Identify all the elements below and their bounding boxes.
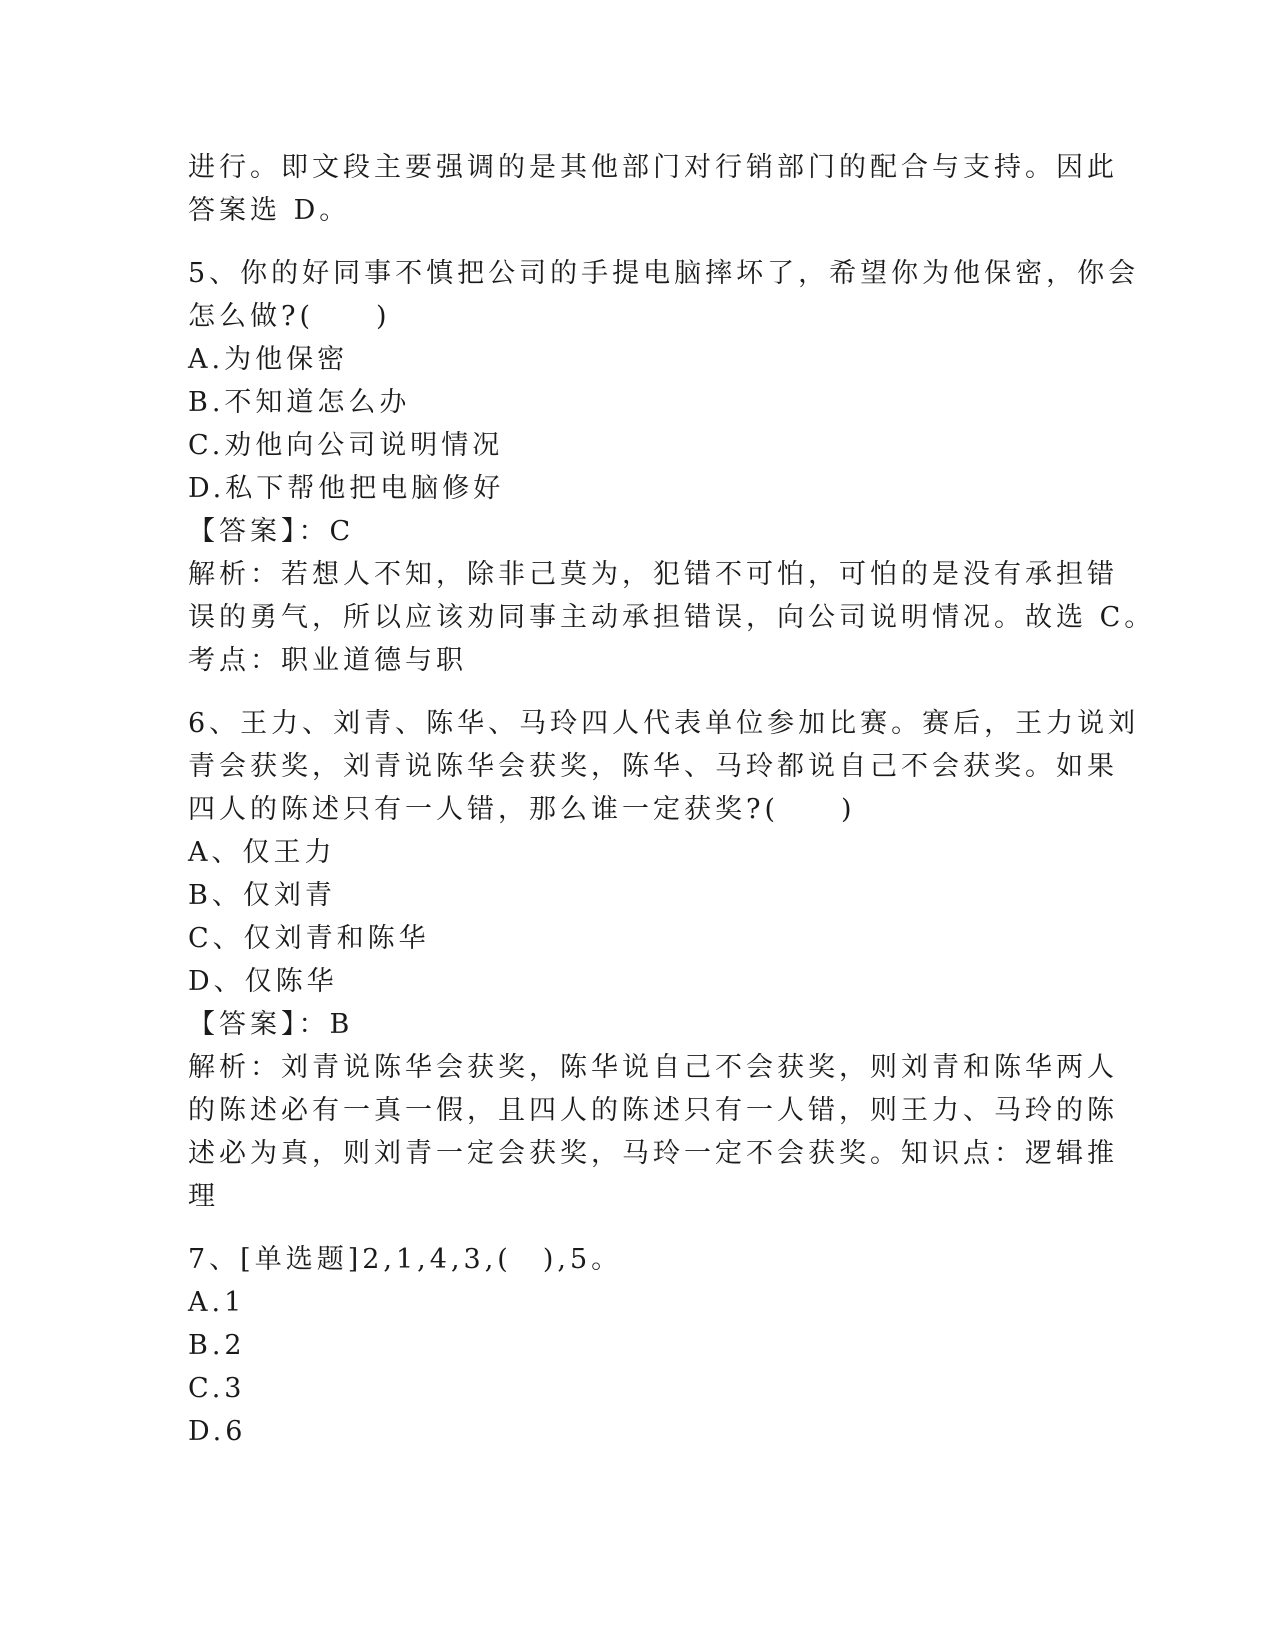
analysis-text: 的陈述必有一真一假，且四人的陈述只有一人错，则王力、马玲的陈 xyxy=(188,1095,1118,1126)
question-text: 6、王力、刘青、陈华、马玲四人代表单位参加比赛。赛后，王力说刘 xyxy=(188,708,1140,739)
question-text: 怎么做?( ) xyxy=(188,301,391,332)
option-b: B.不知道怎么办 xyxy=(188,387,411,418)
intro-paragraph xyxy=(188,146,1118,232)
analysis-text: 误的勇气，所以应该劝同事主动承担错误，向公司说明情况。故选 C。 xyxy=(188,602,1156,633)
spacer xyxy=(188,682,1088,702)
option-c: C.3 xyxy=(188,1373,246,1404)
option-c: C、仅刘青和陈华 xyxy=(188,923,430,954)
option-a: A、仅王力 xyxy=(188,837,336,868)
text-line: 答案选 D。 xyxy=(188,195,351,226)
question-6 xyxy=(188,702,1140,1218)
answer-line: 【答案】：B xyxy=(188,1009,354,1040)
question-text: 5、你的好同事不慎把公司的手提电脑摔坏了，希望你为他保密，你会 xyxy=(188,258,1140,289)
analysis-text: 解析：刘青说陈华会获奖，陈华说自己不会获奖，则刘青和陈华两人 xyxy=(188,1052,1118,1083)
question-5 xyxy=(188,252,1156,682)
option-d: D、仅陈华 xyxy=(188,966,338,997)
option-c: C.劝他向公司说明情况 xyxy=(188,430,504,461)
document-page xyxy=(188,146,1156,1453)
question-text: 青会获奖，刘青说陈华会获奖，陈华、马玲都说自己不会获奖。如果 xyxy=(188,751,1118,782)
spacer xyxy=(188,1218,1088,1238)
text-line: 进行。即文段主要强调的是其他部门对行销部门的配合与支持。因此 xyxy=(188,152,1118,183)
option-b: B、仅刘青 xyxy=(188,880,336,911)
answer-line: 【答案】：C xyxy=(188,516,355,547)
option-b: B.2 xyxy=(188,1330,246,1361)
spacer xyxy=(188,232,1088,252)
question-7 xyxy=(188,1238,1088,1453)
option-d: D.私下帮他把电脑修好 xyxy=(188,473,505,504)
option-a: A.为他保密 xyxy=(188,344,349,375)
analysis-text: 考点：职业道德与职 xyxy=(188,645,467,676)
option-d: D.6 xyxy=(188,1416,247,1447)
option-a: A.1 xyxy=(188,1287,246,1318)
analysis-text: 解析：若想人不知，除非己莫为，犯错不可怕，可怕的是没有承担错 xyxy=(188,559,1118,590)
question-text: 7、[单选题]2,1,4,3,( ),5。 xyxy=(188,1244,623,1275)
analysis-text: 述必为真，则刘青一定会获奖，马玲一定不会获奖。知识点：逻辑推 xyxy=(188,1138,1118,1169)
question-text: 四人的陈述只有一人错，那么谁一定获奖?( ) xyxy=(188,794,856,825)
analysis-text: 理 xyxy=(188,1181,219,1212)
